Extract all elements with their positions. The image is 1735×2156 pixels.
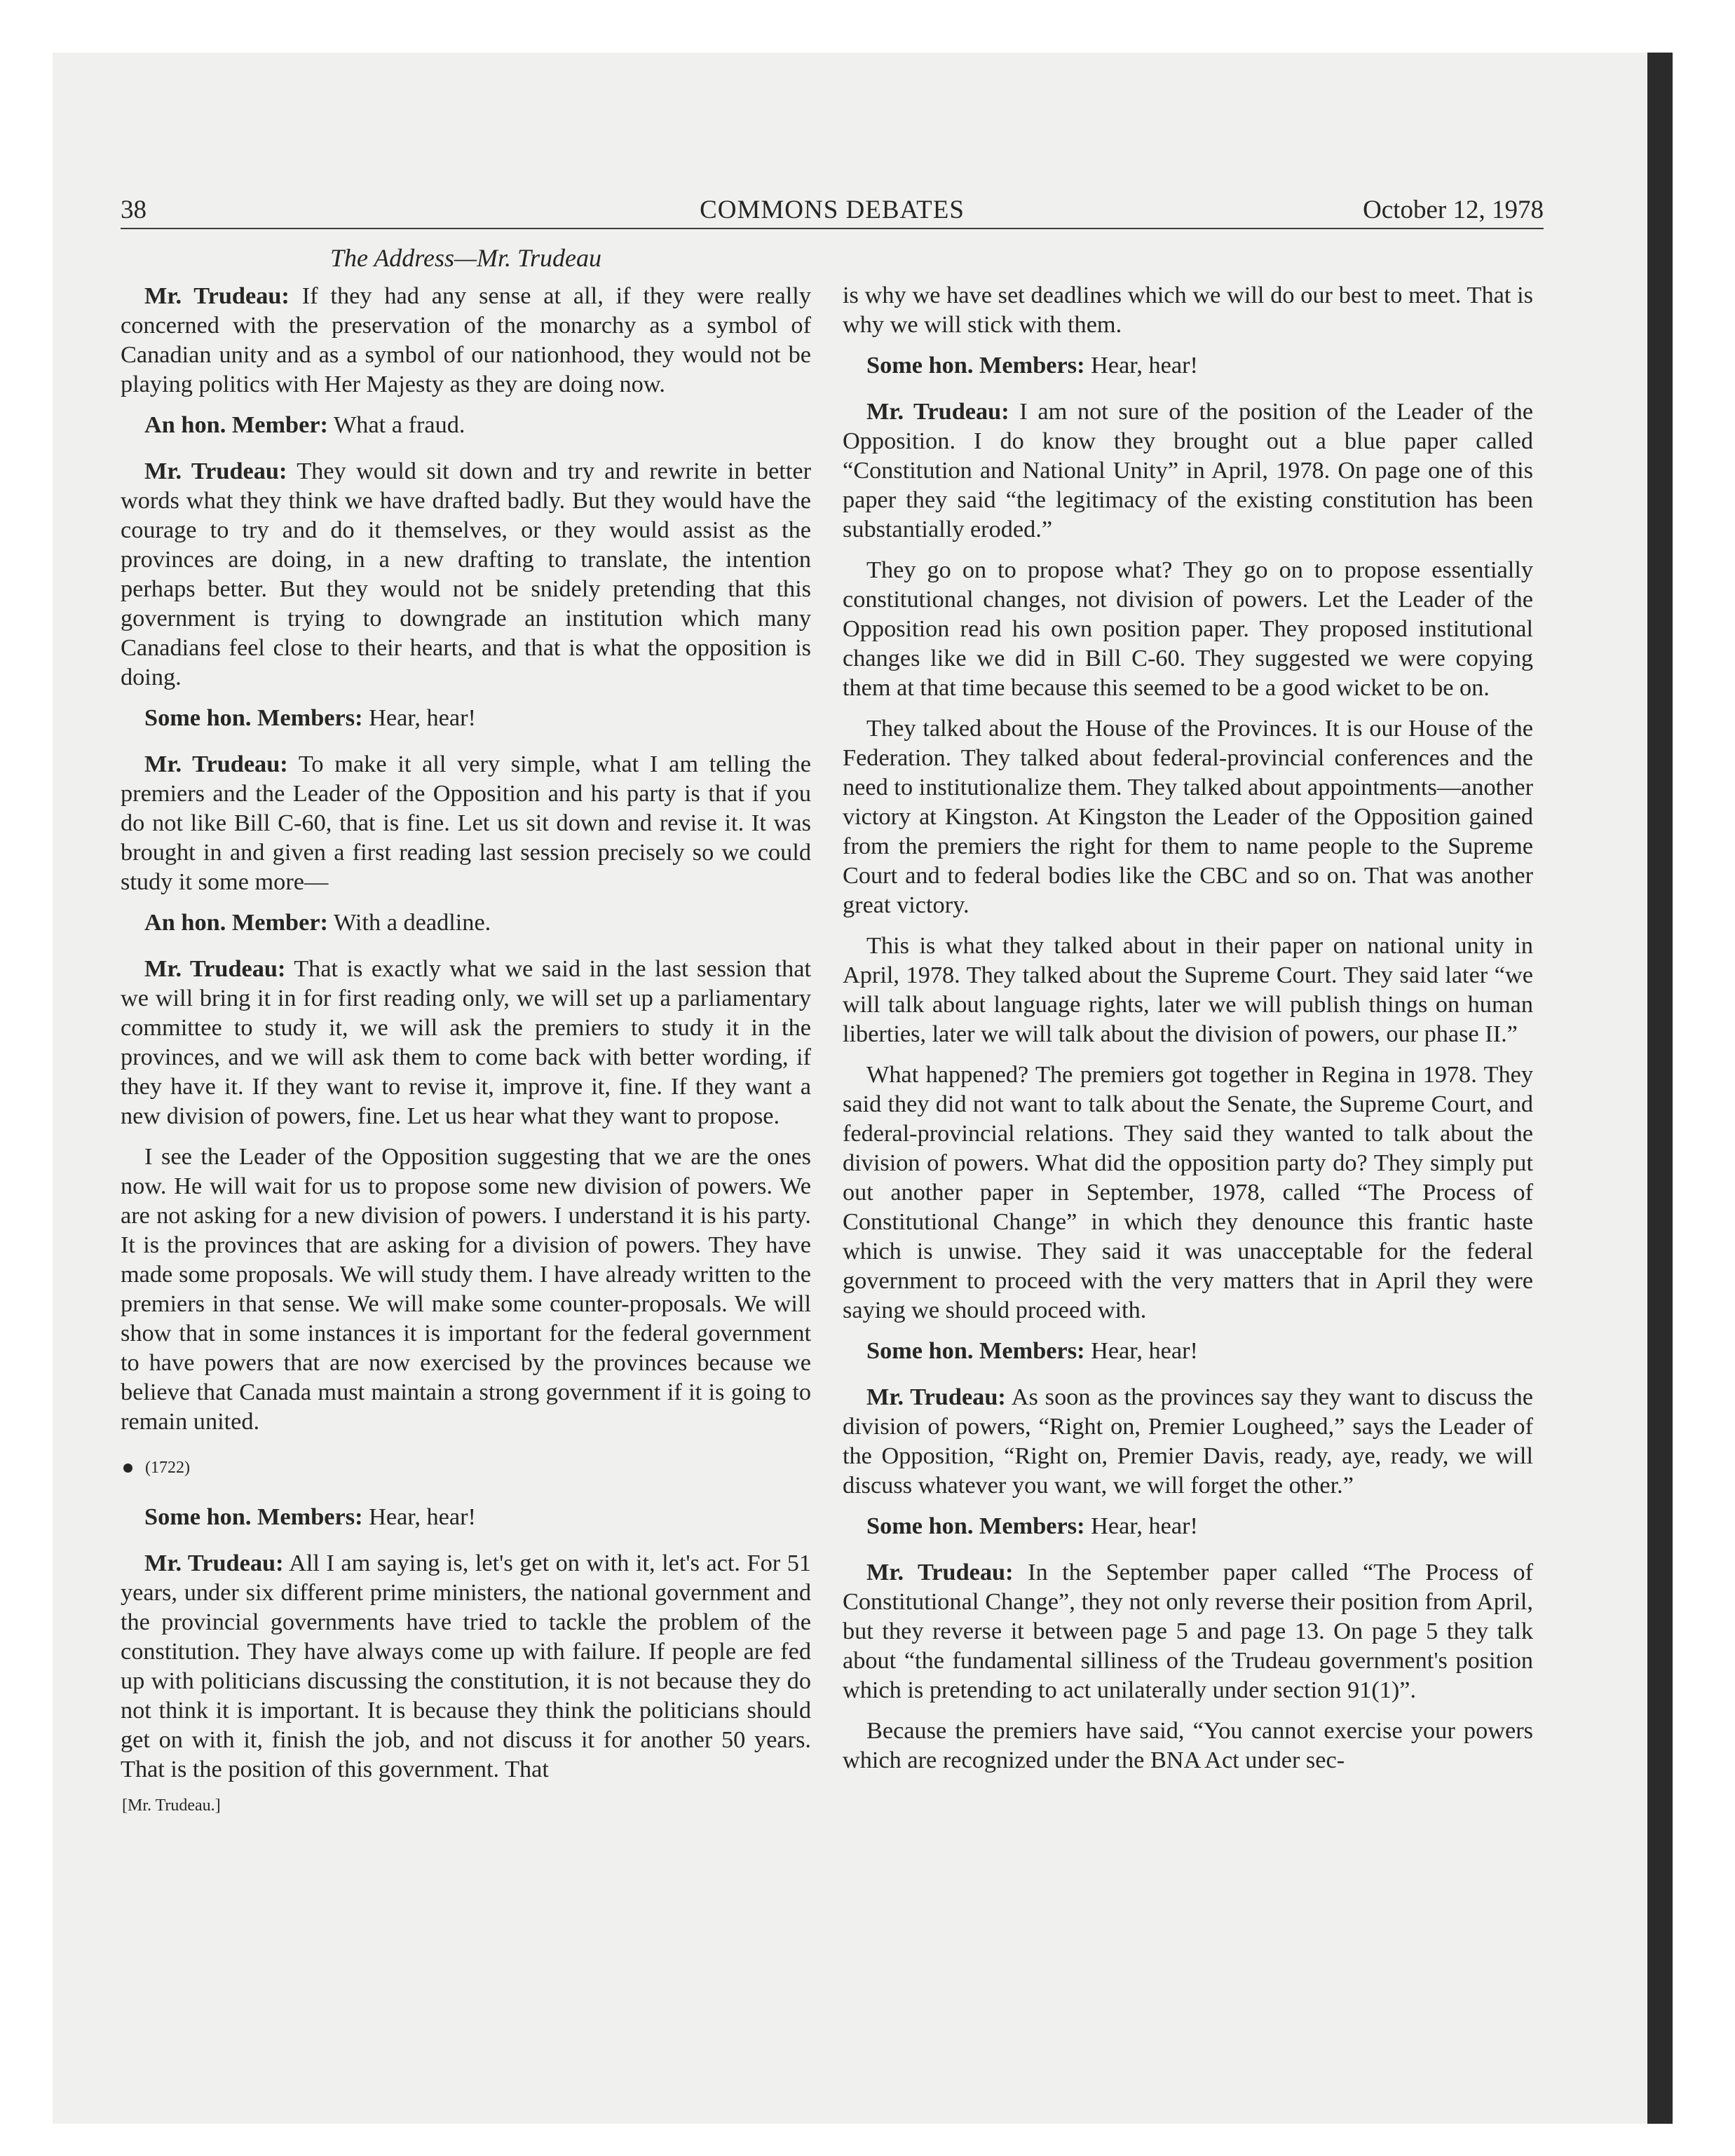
timestamp-label: (1722) [145, 1459, 190, 1477]
paragraph-text: That is exactly what we said in the last session that we will bring it in for first reading only, we will set up a parliamentary committee to study it, we will ask the premiers to study it in the provinces, and we will ask them to come back with better wording, if they have it. If they want to revise it, improve it, fine. If they want a new division of powers, fine. Let us hear what they want to propose. [121, 955, 811, 1129]
paragraph [121, 954, 811, 1131]
speaker-name: Some hon. Members: [866, 1513, 1085, 1539]
header-rule [121, 228, 1544, 229]
paragraph [121, 908, 811, 937]
speaker-name: Mr. Trudeau: [144, 751, 288, 777]
scan-edge-bar [1647, 53, 1673, 2124]
left-paragraphs-continued [121, 1502, 811, 1784]
speaker-name: An hon. Member: [144, 909, 328, 936]
running-head: The Address—Mr. Trudeau [329, 244, 602, 272]
speaker-name: An hon. Member: [144, 411, 328, 438]
speaker-name: Mr. Trudeau: [144, 955, 286, 982]
paragraph-text: Hear, hear! [1084, 1513, 1198, 1539]
paragraph-text: If they had any sense at all, if they were really concerned with the preservation of the monarchy as a symbol of Canadian unity and as a symbol of our nationhood, they would not be playing politics with Her Majesty as they are doing now. [121, 282, 811, 397]
speaker-note: [Mr. Trudeau.] [122, 1796, 221, 1815]
paragraph-text: I am not sure of the position of the Leader of the Opposition. I do know they brought out a blue paper called “Constitution and National Unity” in April, 1978. On page one of this paper they said “the legitimacy of the existing constitution has been substantially eroded.” [843, 398, 1533, 543]
paragraph [843, 280, 1533, 339]
paragraph-text: This is what they talked about in their paper on national unity in April, 1978. They talked about the Supreme Court. They said later “we will talk about language rights, later we will publish things on human liberties, later we will talk about the division of powers, our phase II.” [843, 932, 1533, 1047]
paragraph [121, 281, 811, 399]
paragraph [121, 749, 811, 896]
paragraph [843, 397, 1533, 544]
paragraph-text: To make it all very simple, what I am telling the premiers and the Leader of the Opposition and his party is that if you do not like Bill C-60, that is fine. Let us sit down and revise it. It was brought in and given a first reading last session precisely so we could study it some more— [121, 751, 812, 895]
paragraph [843, 1382, 1533, 1500]
paragraph [843, 931, 1533, 1049]
speaker-name: Mr. Trudeau: [144, 282, 290, 309]
paragraph [843, 350, 1533, 380]
paragraph-text: With a deadline. [327, 909, 491, 936]
left-column [121, 242, 811, 1816]
paragraph-text: They would sit down and try and rewrite in better words what they think we have drafted badly. But they would have the courage to try and do it themselves, or they would assist as the provinces are doing, in a new drafting to translate, the intention perhaps better. But they would not be snidely pretending that this government is trying to downgrade an institution which many Canadians feel close to their hearts, and that is what the opposition is doing. [121, 458, 811, 690]
speaker-name: Some hon. Members: [866, 352, 1085, 378]
speaker-name: Mr. Trudeau: [866, 1559, 1014, 1585]
paragraph-text: They talked about the House of the Provinces. It is our House of the Federation. They talked about federal-provincial conferences and the need to institutionalize them. They talked about appointments—another victory at Kingston. At Kingston the Leader of the Opposition gained from the premiers the right for them to name people to the Supreme Court and to federal bodies like the CBC and so on. That was another great victory. [843, 715, 1533, 918]
speaker-name: Mr. Trudeau: [866, 1384, 1006, 1410]
paragraph [121, 1548, 811, 1784]
speaker-name: Mr. Trudeau: [144, 458, 287, 484]
paragraph-text: They go on to propose what? They go on to propose essentially constitutional changes, not division of powers. Let the Leader of the Opposition read his own position paper. They proposed institutional changes like we did in Bill C-60. They suggested we were copying them at that time because this seemed to be a good wicket to be on. [843, 557, 1533, 701]
paragraph-text: All I am saying is, let's get on with it, let's act. For 51 years, under six different prime ministers, the national government and the provincial governments have tried to tackle the problem of the constitution. They have always come up with failure. If people are fed up with politicians discussing the constitution, it is not because they do not think it is important. It is because they think the politicians should get on with it, finish the job, and not discuss it for another 50 years. That is the position of this government. That [121, 1550, 811, 1782]
publication-title: COMMONS DEBATES [700, 196, 965, 224]
page-date: October 12, 1978 [1363, 196, 1544, 224]
paragraph-text: What happened? The premiers got together in Regina in 1978. They said they did not want to talk about the Senate, the Supreme Court, and federal-provincial relations. They said they wanted to talk about the division of powers. What did the opposition party do? They simply put out another paper in September, 1978, called “The Process of Constitutional Change” in which they denounce this frantic haste which is unwise. They said it was unacceptable for the federal government to proceed with the very matters that in April they were saying we should proceed with. [843, 1061, 1533, 1323]
paragraph-text: I see the Leader of the Opposition suggesting that we are the ones now. He will wait for us to propose some new division of powers. We are not asking for a new division of powers. I understand it is his party. It is the provinces that are asking for a division of powers. They have made some proposals. We will study them. I have already written to the premiers in that sense. We will make some counter-proposals. We will show that in some instances it is important for the federal government to have powers that are now exercised by the provinces because we believe that Canada must maintain a strong government if it is going to remain united. [121, 1143, 811, 1435]
paragraph-text: As soon as the provinces say they want to discuss the division of powers, “Right on, Premier Lougheed,” says the Leader of the Opposition, “Right on, Premier Davis, ready, aye, ready, we will discuss whatever you want, we will forget the other.” [843, 1384, 1533, 1499]
right-column [843, 280, 1533, 1786]
paragraph-text: Hear, hear! [362, 1503, 476, 1530]
paragraph-text: Hear, hear! [1084, 1337, 1198, 1364]
speaker-name: Some hon. Members: [866, 1337, 1085, 1364]
right-paragraphs [843, 280, 1533, 1775]
paragraph [121, 456, 811, 692]
speaker-name: Mr. Trudeau: [866, 398, 1009, 425]
paragraph [843, 555, 1533, 702]
paragraph [843, 1336, 1533, 1365]
paragraph [843, 1511, 1533, 1541]
paragraph [121, 410, 811, 439]
paragraph [121, 1502, 811, 1531]
paragraph [843, 1716, 1533, 1775]
paragraph [121, 703, 811, 732]
speaker-name: Mr. Trudeau: [144, 1550, 284, 1576]
paragraph [843, 1557, 1533, 1705]
speaker-name: Some hon. Members: [144, 1503, 363, 1530]
left-paragraphs [121, 281, 811, 1436]
paragraph-text: is why we have set deadlines which we will do our best to meet. That is why we will stick with them. [843, 282, 1533, 338]
page-number: 38 [121, 196, 147, 224]
paragraph-text: Because the premiers have said, “You cannot exercise your powers which are recognized under the BNA Act under sec- [843, 1717, 1533, 1773]
speaker-name: Some hon. Members: [144, 704, 363, 731]
bullet-icon [123, 1464, 132, 1473]
page-header [121, 195, 1544, 236]
timestamp [121, 1457, 811, 1478]
paragraph-text: Hear, hear! [1084, 352, 1198, 378]
paragraph-text: In the September paper called “The Process of Constitutional Change”, they not only reverse their position from April, but they reverse it between page 5 and page 13. On page 5 they talk about “the fundamental silliness of the Trudeau government's position which is pretending to act unilaterally under section 91(1)”. [843, 1559, 1533, 1703]
paragraph-text: Hear, hear! [362, 704, 476, 731]
paragraph [121, 1142, 811, 1436]
paragraph-text: What a fraud. [327, 411, 465, 438]
paragraph [843, 1060, 1533, 1325]
paragraph [843, 714, 1533, 920]
